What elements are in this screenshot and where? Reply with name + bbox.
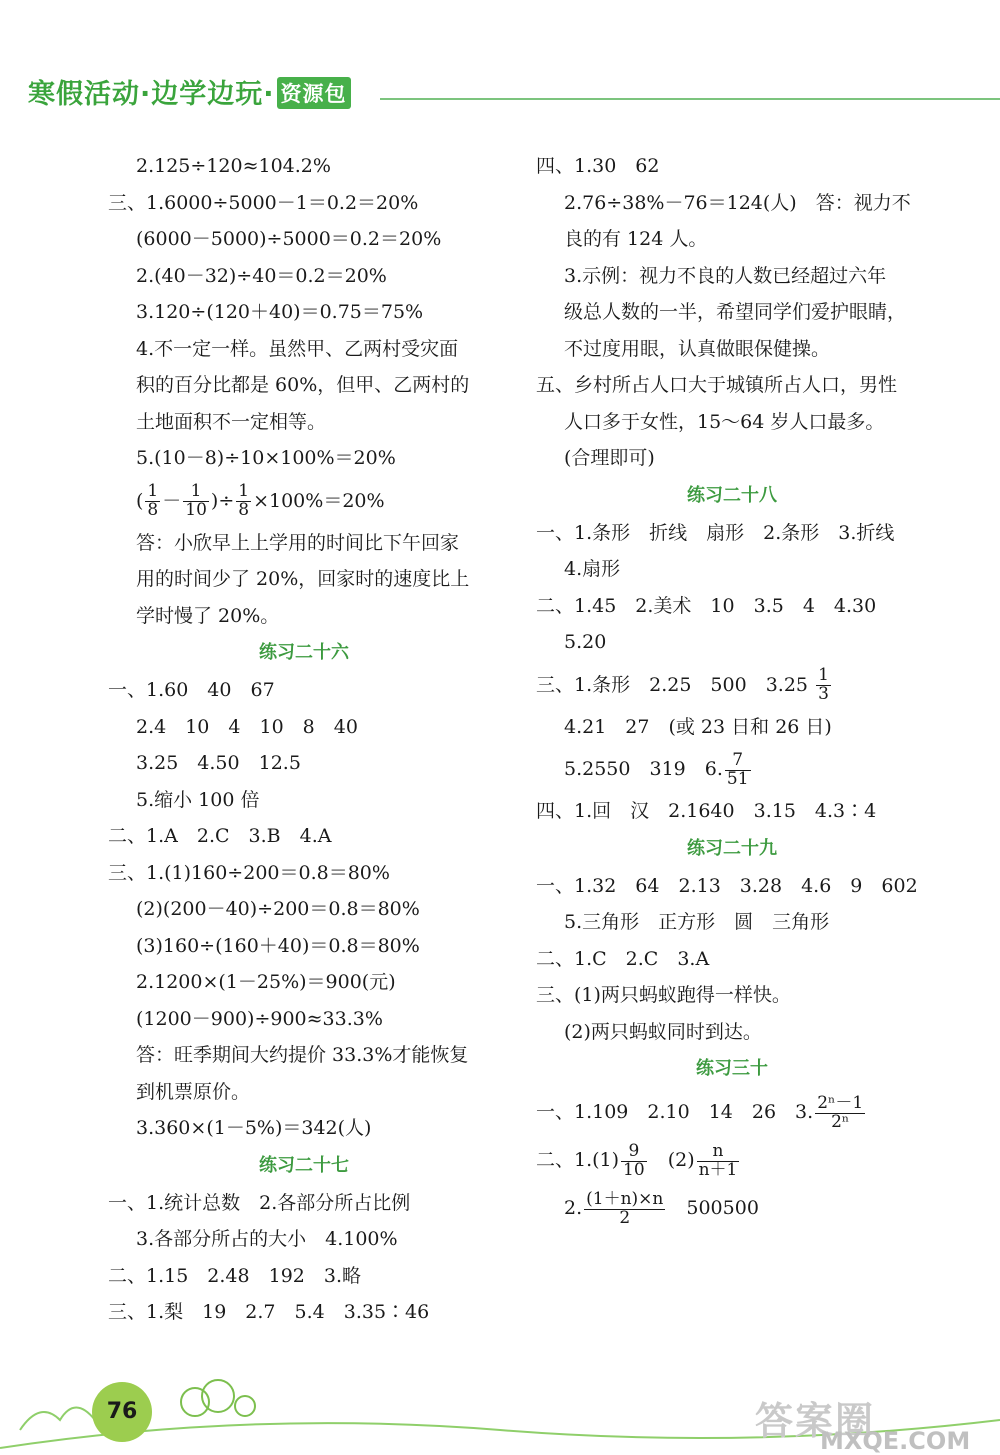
answer-line: 3.120÷(120＋40)＝0.75＝75% bbox=[136, 301, 424, 323]
page-header bbox=[0, 0, 1000, 110]
fraction-line: 2. $\frac{(1+n)\times n}{2}$ 500500 bbox=[564, 1188, 759, 1228]
answer-line: 三、1.(1)160÷200＝0.8＝80% bbox=[108, 861, 390, 884]
answer-line: (2)(200－40)÷200＝0.8＝80% bbox=[136, 898, 420, 920]
answer-line: 学时慢了 20%。 bbox=[136, 604, 280, 627]
answer-line: 用的时间少了 20%，回家时的速度比上 bbox=[136, 568, 470, 590]
answer-line: (1200－900)÷900≈33.3% bbox=[136, 1007, 383, 1030]
fraction: $\frac{1}{8}$ bbox=[147, 481, 159, 520]
answer-line: 2.1200×(1－25%)＝900(元) bbox=[136, 971, 396, 993]
fraction: $\frac{1}{3}$ bbox=[818, 665, 829, 704]
fraction: $\frac{1}{10}$ bbox=[185, 481, 207, 520]
answer-line: 2.125÷120≈104.2% bbox=[136, 155, 331, 177]
answer-line: 二、1.15 2.48 192 3.略 bbox=[108, 1264, 362, 1287]
watermark-url: MXQE.COM bbox=[820, 1427, 971, 1455]
answer-line: 4.21 27 (或 23 日和 26 日) bbox=[564, 715, 832, 738]
answer-line: 不过度用眼，认真做眼保健操。 bbox=[564, 337, 831, 360]
page-number: 76 bbox=[92, 1382, 152, 1442]
fraction: $\frac{1}{8}$ bbox=[238, 481, 250, 520]
answer-line: 五、乡村所占人口大于城镇所占人口，男性 bbox=[536, 374, 898, 396]
watermark-logo: 答案圈 bbox=[755, 1399, 876, 1443]
brand-subtitle: 边学边玩 bbox=[151, 79, 264, 110]
answer-line: 积的百分比都是 60%，但甲、乙两村的 bbox=[136, 374, 470, 396]
fraction: $\frac{\text{2ⁿ－1}}{\text{2ⁿ}}$ bbox=[817, 1092, 864, 1132]
fraction-line: 一、1.109 2.10 14 26 3. $\frac{\text{2ⁿ－1}}{\text{2ⁿ}}$ bbox=[536, 1092, 864, 1132]
answer-line: 一、1.60 40 67 bbox=[108, 679, 275, 701]
answer-line: 5.(10－8)÷10×100%＝20% bbox=[136, 447, 396, 469]
answer-line: 一、1.32 64 2.13 3.28 4.6 9 602 bbox=[536, 874, 918, 897]
fraction-line: 二、1.(1) $\frac{9}{10}$ (2) $\frac{n}{n+1}$ bbox=[536, 1140, 738, 1180]
brand-tag: 资源包 bbox=[277, 77, 351, 109]
answer-line: 一、1.统计总数 2.各部分所占比例 bbox=[108, 1191, 411, 1214]
answer-line: 5.20 bbox=[564, 631, 607, 653]
answer-line: 级总人数的一半，希望同学们爱护眼睛， bbox=[564, 301, 907, 323]
answer-line: (3)160÷(160＋40)＝0.8＝80% bbox=[136, 934, 420, 957]
brand-title: 寒假活动 bbox=[28, 79, 140, 110]
section-heading-30: 练习三十 bbox=[696, 1058, 768, 1079]
fraction-line: ( $\frac{1}{8}$ － $\frac{1}{10}$ )÷ $\frac{1}{8}$ ×100%＝20% bbox=[136, 481, 385, 520]
answer-line: (2)两只蚂蚁同时到达。 bbox=[564, 1020, 762, 1043]
answer-line: 5.三角形 正方形 圆 三角形 bbox=[564, 911, 830, 933]
answer-line: 二、1.C 2.C 3.A bbox=[536, 947, 710, 970]
answer-line: 2.4 10 4 10 8 40 bbox=[136, 715, 358, 738]
answer-line: 4.不一定一样。虽然甲、乙两村受灾面 bbox=[136, 337, 459, 360]
section-heading-27: 练习二十七 bbox=[259, 1154, 349, 1176]
fraction: $\frac{n}{n+1}$ bbox=[698, 1140, 738, 1180]
fraction: $\frac{7}{51}$ bbox=[726, 749, 749, 789]
answer-line: 到机票原价。 bbox=[136, 1080, 251, 1103]
section-heading-26: 练习二十六 bbox=[259, 642, 349, 663]
answer-line: 一、1.条形 折线 扇形 2.条形 3.折线 bbox=[536, 521, 895, 544]
answer-line: 二、1.45 2.美术 10 3.5 4 4.30 bbox=[536, 594, 877, 617]
answer-line: 答：小欣早上上学用的时间比下午回家 bbox=[136, 531, 460, 554]
answer-line: 答：旺季期间大约提价 33.3%才能恢复 bbox=[136, 1044, 469, 1066]
series-brand: 寒假活动·边学边玩· 资源包 bbox=[28, 72, 351, 111]
fraction: $\frac{(1+n)\times n}{2}$ bbox=[586, 1188, 664, 1228]
answer-line: 四、1.回 汉 2.1640 3.15 4.3∶4 bbox=[536, 800, 877, 822]
answer-line: 四、1.30 62 bbox=[536, 155, 660, 177]
answer-line: (合理即可) bbox=[564, 447, 655, 469]
answer-line: 三、1.6000÷5000－1＝0.2＝20% bbox=[108, 191, 419, 214]
section-heading-28: 练习二十八 bbox=[687, 484, 777, 506]
left-column bbox=[108, 148, 500, 1331]
answer-line: 三、1.梨 19 2.7 5.4 3.35∶46 bbox=[108, 1301, 430, 1323]
section-heading-29: 练习二十九 bbox=[687, 837, 777, 859]
answer-line: 良的有 124 人。 bbox=[564, 228, 708, 250]
answer-line: 4.扇形 bbox=[564, 558, 621, 580]
answer-line: 人口多于女性，15～64 岁人口最多。 bbox=[564, 410, 885, 433]
answer-line: 土地面积不一定相等。 bbox=[136, 410, 327, 433]
answer-line: 3.360×(1－5%)＝342(人) bbox=[136, 1117, 372, 1139]
answer-line: 5.缩小 100 倍 bbox=[136, 788, 260, 811]
answer-line: 3.25 4.50 12.5 bbox=[136, 752, 301, 774]
fraction: $\frac{9}{10}$ bbox=[623, 1140, 645, 1180]
answer-line: 三、(1)两只蚂蚁跑得一样快。 bbox=[536, 984, 791, 1006]
fraction-line: 三、1.条形 2.25 500 3.25 $\frac{1}{3}$ bbox=[536, 665, 829, 704]
answer-line: 2.76÷38%－76＝124(人) 答：视力不 bbox=[564, 191, 911, 214]
answer-line: 2.(40－32)÷40＝0.2＝20% bbox=[136, 264, 387, 287]
header-rule bbox=[380, 98, 1000, 100]
answer-line: 3.示例：视力不良的人数已经超过六年 bbox=[564, 264, 887, 287]
fraction-line: 5.2550 319 6. $\frac{7}{51}$ bbox=[564, 749, 749, 789]
right-column bbox=[536, 148, 928, 1232]
answer-line: (6000－5000)÷5000＝0.2＝20% bbox=[136, 228, 442, 250]
answer-line: 二、1.A 2.C 3.B 4.A bbox=[108, 825, 332, 847]
answer-line: 3.各部分所占的大小 4.100% bbox=[136, 1228, 398, 1250]
